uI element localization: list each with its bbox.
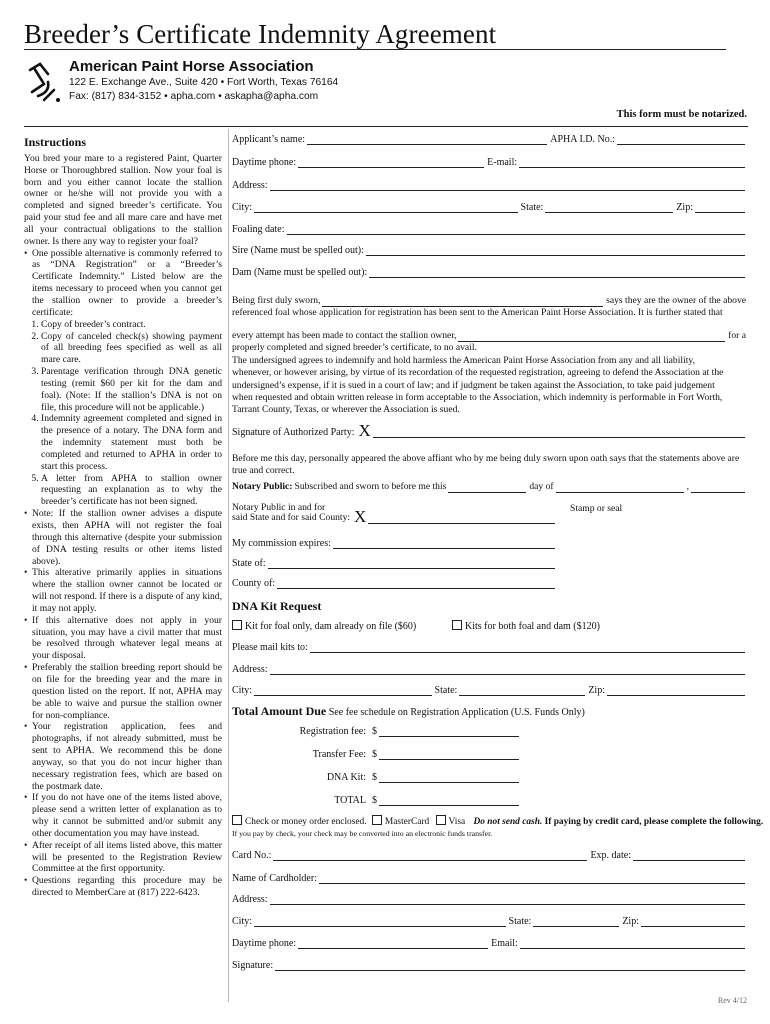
card-city-label: City: [232,916,253,927]
cardholder-row [232,873,748,884]
card-email-label: Email: [491,938,518,949]
registration-fee-label: Registration fee: [299,726,366,737]
card-phone-label: Daytime phone: [232,938,297,949]
daytime-phone-label: Daytime phone: [232,157,297,168]
dna-address-field[interactable] [270,665,745,675]
county-of-field[interactable] [277,579,555,589]
state-of-field[interactable] [268,559,555,569]
notary-in-label: Notary Public in and for [232,502,326,513]
mail-kits-label: Please mail kits to: [232,642,308,653]
daytime-phone-field[interactable] [298,158,484,168]
dam-label: Dam (Name must be spelled out): [232,267,368,278]
dna-zip-label: Zip: [588,685,605,696]
transfer-fee-label: Transfer Fee: [312,749,366,760]
transfer-fee-field[interactable] [379,750,519,760]
card-signature-row [232,960,748,971]
kit-both-option[interactable] [452,620,600,632]
dna-section-title: DNA Kit Request [232,599,322,613]
zip-field[interactable] [695,203,745,213]
page-title: Breeder’s Certificate Indemnity Agreement [24,19,497,49]
dna-address-row [232,664,748,675]
card-zip-label: Zip: [622,916,639,927]
zip-label: Zip: [676,202,693,213]
apha-id-label: APHA I.D. No.: [550,134,615,145]
list-item: • If you do not have one of the items listed above, please send a written letter of explanation as to why it cannot be submitted and/or submit any other documentation you may have instead. [24,792,222,839]
kit-foal-option[interactable] [232,620,416,632]
check-payment-checkbox[interactable] [232,815,242,825]
list-item: 5. A letter from APHA to stallion owner requesting an explanation as to why the breeder’s certificate has not been signed. [41,473,222,509]
sworn-text: referenced foal whose application for registration has been sent to the American Paint Horse Association. It is further stated that [232,307,723,318]
fee-row [286,795,522,806]
card-number-label: Card No.: [232,850,272,861]
sire-label: Sire (Name must be spelled out): [232,245,364,256]
total-label: TOTAL [334,795,366,806]
email-field[interactable] [519,158,745,168]
commission-label: My commission expires: [232,538,331,549]
fee-schedule-note: See fee schedule on Registration Application (U.S. Funds Only) [328,707,585,718]
mastercard-checkbox[interactable] [372,815,382,825]
applicant-name-label: Applicant’s name: [232,134,306,145]
dna-address-label: Address: [232,664,268,675]
card-contact-row [232,938,748,949]
sire-row [232,245,748,256]
list-item: • Note: If the stallion owner advises a dispute exists, then APHA will not register the foal through this alternative (despite your submission of DNA testing results or other items listed above). [24,508,222,567]
card-signature-field[interactable] [275,961,745,971]
revision-label: Rev 4/12 [717,996,747,1005]
sworn-text: says they are the owner of the above [606,295,746,306]
commission-row [232,538,558,549]
organization-name: American Paint Horse Association [69,58,314,75]
list-item: • After receipt of all items listed above, this matter will be presented to the Registration Review Committee at the first opportunity. [24,840,222,876]
check-conversion-note: If you pay by check, your check may be converted into an electronic funds transfer. [232,829,493,838]
card-row [232,850,748,861]
address-field[interactable] [270,181,745,191]
dna-state-label: State: [434,685,458,696]
sworn-text: Being first duly sworn, [232,295,321,306]
cardholder-field[interactable] [319,874,745,884]
fee-row [286,726,522,737]
stallion-owner-field[interactable] [458,332,725,342]
fee-row [286,772,522,783]
card-email-field[interactable] [520,939,745,949]
dam-row [232,267,748,278]
instructions-heading: Instructions [24,135,87,149]
list-item: • If this alternative does not apply in your situation, you may have a civil matter that must be resolved through whatever legal means at your disposal. [24,615,222,662]
authorized-signature-row [232,421,748,440]
sworn-row [232,295,748,307]
registration-fee-field[interactable] [379,727,519,737]
card-signature-label: Signature: [232,960,274,971]
instructions-intro: You bred your mare to a registered Paint, Quarter Horse or Thoroughbred stallion. Now your foal is born and you either cannot locate the stallion owner or he/she will not provide you with a completed and signed breeder’s certificate. You paid your stud fee and all mare care and have met all your contractual obligations to the stallion owner. Is there any way to register your foal? [24,152,222,247]
foaling-date-label: Foaling date: [232,224,285,235]
list-item: 1. Copy of breeder’s contract. [41,319,222,331]
authorized-signature-label: Signature of Authorized Party: [232,427,355,438]
credit-card-notice: If paying by credit card, please complete the following. [544,817,764,827]
attempt-row [232,330,748,342]
state-of-label: State of: [232,558,266,569]
list-item: 3. Parentage verification through DNA genetic testing (remit $60 per kit for the dam and foal). (Note: If the stallion’s DNA is not on file, this procedure will not be applicable.) [41,366,222,413]
mail-kits-field[interactable] [310,643,745,653]
affiant-name-field[interactable] [322,297,603,307]
fee-row [286,749,522,760]
card-state-label: State: [508,916,532,927]
organization-address: 122 E. Exchange Ave., Suite 420 • Fort Worth, Texas 76164 [69,77,339,88]
subscribed-text: Subscribed and sworn to before me this [294,481,447,492]
notary-public-label: Notary Public: [232,481,293,492]
list-item: • One possible alternative is commonly referred to as “DNA Registration” or a “Breeder’s Certificate Indemnity.” Listed below are the items necessary to proceed when you cannot get the stallion owner to provide a breeder’s certificate: [24,248,222,319]
column-divider [228,129,229,1002]
dna-zip-field[interactable] [607,686,745,696]
title-divider [24,49,726,50]
list-item: • Questions regarding this procedure may be directed to MemberCare at (817) 222-6423. [24,875,222,899]
card-city-field[interactable] [254,917,506,927]
signature-x-mark: X [354,507,367,526]
dna-state-field[interactable] [459,686,585,696]
dollar-sign: $ [372,772,377,783]
header-divider [24,126,748,127]
attempt-text: for a [728,330,746,341]
commission-field[interactable] [333,539,555,549]
exp-date-field[interactable] [633,851,745,861]
required-items-list [24,319,222,509]
notary-row [232,481,748,493]
notary-month-field[interactable] [556,483,684,493]
apha-logo-icon [24,62,64,106]
dna-city-label: City: [232,685,253,696]
state-label: State: [520,202,544,213]
list-item: • Your registration application, fees and photographs, if not already submitted, must be sent to APHA. We recommend this be done anyway, so that you do not incur higher than necessary registration fees, which are based on the postmark date. [24,721,222,792]
city-label: City: [232,202,253,213]
check-payment-label: Check or money order enclosed. [245,817,367,827]
total-due-row [232,704,585,719]
card-number-field[interactable] [273,851,587,861]
city-field[interactable] [254,203,518,213]
payment-options [232,815,763,827]
no-cash-notice: Do not send cash. [473,817,543,827]
city-row [232,202,748,213]
exp-date-label: Exp. date: [590,850,631,861]
total-due-label: Total Amount Due [232,704,327,718]
list-item: • Preferably the stallion breeding report should be on file for the breeding year and the mare in question listed on the report. If not, APHA may be able to waive and pursue the stallion owner for non-compliance. [24,662,222,721]
attempt-text: every attempt has been made to contact the stallion owner, [232,330,457,341]
state-field[interactable] [545,203,673,213]
kit-foal-label: Kit for foal only, dam already on file ($60) [245,621,417,632]
attempt-text: properly completed and signed breeder’s certificate, to no avail. [232,342,477,353]
mastercard-label: MasterCard [384,817,430,827]
foaling-date-field[interactable] [287,225,746,235]
kit-both-label: Kits for both foal and dam ($120) [465,621,600,632]
instructions-panel [24,137,222,899]
dollar-sign: $ [372,749,377,760]
card-state-field[interactable] [533,917,619,927]
organization-contact: Fax: (817) 834-3152 • apha.com • askapha@apha.com [69,91,319,102]
kit-foal-checkbox[interactable] [232,620,242,630]
phone-row [232,157,748,168]
applicant-row [232,134,748,145]
mail-kits-row [232,642,748,653]
dna-kit-fee-field[interactable] [379,773,519,783]
applicant-name-field[interactable] [307,135,547,145]
apha-id-field[interactable] [617,135,745,145]
dollar-sign: $ [372,726,377,737]
card-zip-field[interactable] [641,917,745,927]
list-item: 4. Indemnity agreement completed and signed in the presence of a notary. The DNA form and the indemnity statement must both be completed and returned to APHA in order to start this process. [41,413,222,472]
card-address-label: Address: [232,894,268,905]
list-item: • This alterative primarily applies in situations where the stallion owner cannot be located or will not respond. If there is a dispute of any kind, it may not apply. [24,567,222,614]
notary-in-label: said State and for said County: [232,511,351,523]
card-city-row [232,916,748,927]
visa-label: Visa [448,817,466,827]
kit-both-checkbox[interactable] [452,620,462,630]
card-phone-field[interactable] [298,939,488,949]
card-address-field[interactable] [270,895,745,905]
address-label: Address: [232,180,268,191]
dollar-sign: $ [372,795,377,806]
dna-city-field[interactable] [254,686,432,696]
visa-checkbox[interactable] [436,815,446,825]
dna-city-row [232,685,748,696]
sire-field[interactable] [366,246,745,256]
notarized-notice: This form must be notarized. [616,109,747,120]
cardholder-label: Name of Cardholder: [232,873,317,884]
email-label: E-mail: [487,157,518,168]
foaling-row [232,224,748,235]
notary-signature-field[interactable] [368,514,555,524]
list-item: 2. Copy of canceled check(s) showing payment of all breeding fees specified as well as all mare care. [41,331,222,367]
notary-day-field[interactable] [448,483,526,493]
dna-kit-fee-label: DNA Kit: [326,772,366,783]
day-of-label: day of [529,481,554,492]
total-field[interactable] [379,796,519,806]
county-of-label: County of: [232,578,276,589]
comma-text: , [686,481,689,492]
address-row [232,180,748,191]
indemnity-text: The undersigned agrees to indemnify and hold harmless the American Paint Horse Association from any and all liability, whenever, or however arising, by virtue of its recordation of the requested registration, agreeing to defend the Association at the undersigned’s expense, if it is sued in a court of law; and if judgment be taken against the Association, to take paid judgement when requested and obtain written release in form acceptable to the Association, which indemnity is performable in Fort Worth, Tarrant County, Texas, or wherever the Association is sued. [232,355,724,416]
county-of-row [232,578,558,589]
state-of-row [232,558,558,569]
notary-year-field[interactable] [691,483,745,493]
stamp-seal-label: Stamp or seal [570,503,623,514]
authorized-signature-field[interactable] [373,428,745,438]
affiant-statement: Before me this day, personally appeared the above affiant who by me being duly sworn upon oath says that the statements above are true and correct. [232,453,740,477]
card-address-row [232,894,748,905]
dam-field[interactable] [369,268,745,278]
signature-x-mark: X [358,421,371,440]
